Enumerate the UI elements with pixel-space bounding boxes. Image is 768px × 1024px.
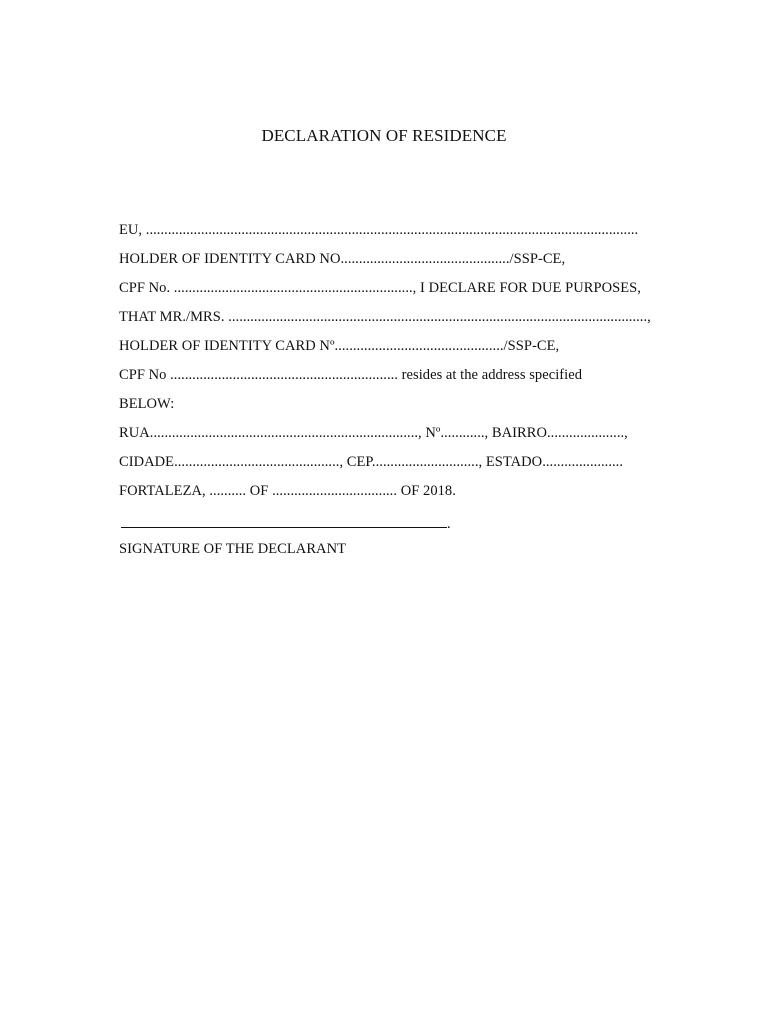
signature-line-suffix: .: [447, 516, 451, 532]
document-title: DECLARATION OF RESIDENCE: [261, 126, 507, 145]
date-line: FORTALEZA, .......... OF .................................. OF 2018.: [119, 483, 456, 499]
resident-cpf-line: CPF No .............................................................. resides at the address specified: [119, 367, 583, 383]
declarant-cpf-line: CPF No. ................................................................., I DECLARE FOR DUE PURPOSES,: [119, 280, 641, 296]
below-label: BELOW:: [119, 396, 175, 412]
resident-identity-card-line: HOLDER OF IDENTITY CARD Nº............................................../SSP-CE,: [119, 338, 560, 354]
resident-name-line: THAT MR./MRS. ..................................................................................................................,: [119, 309, 651, 325]
signature-label: SIGNATURE OF THE DECLARANT: [119, 541, 346, 557]
street-line: RUA........................................................................., Nº............, BAIRRO.....................,: [119, 425, 628, 441]
signature-underline: [121, 513, 447, 528]
signature-line: [121, 513, 451, 533]
declarant-identity-card-line: HOLDER OF IDENTITY CARD NO............................................../SSP-CE,: [119, 251, 566, 267]
declarant-name-line: EU, ......................................................................................................................................: [119, 222, 639, 238]
city-line: CIDADE............................................., CEP............................., ESTADO......................: [119, 454, 624, 470]
